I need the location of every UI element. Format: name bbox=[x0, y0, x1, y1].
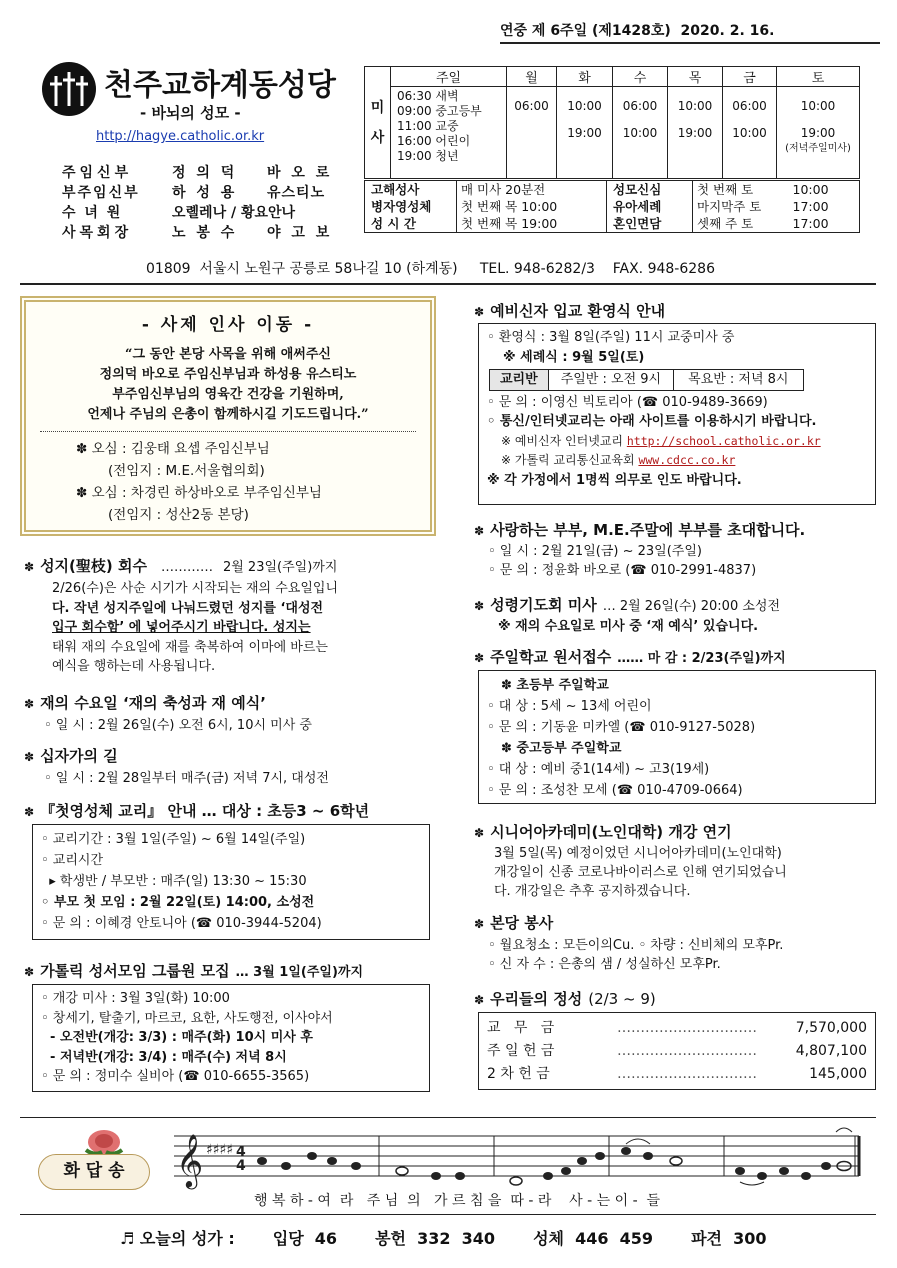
today-songs bbox=[120, 1226, 767, 1249]
catechumen-section: ✽ 예비신자 입교 환영식 안내 bbox=[474, 302, 666, 320]
offering-row: 2 차 헌 금 ………………………… 145,000 bbox=[487, 1066, 867, 1082]
cross-line: ◦ 일 시 : 2월 28일부터 매주(금) 저녁 7시, 대성전 bbox=[44, 771, 329, 786]
offering-period: (2/3 ~ 9) bbox=[588, 990, 656, 1008]
church-url-link[interactable]: http://hagye.catholic.or.kr bbox=[96, 129, 265, 144]
bible-section: ✽ 가톨릭 성서모임 그룹원 모집 … 3월 1일(주일)까지 bbox=[24, 962, 363, 980]
ash-line: ◦ 일 시 : 2월 26일(수) 오전 6시, 10시 미사 중 bbox=[44, 718, 312, 733]
palm-title: 성지(聖枝) 회수 bbox=[40, 557, 147, 575]
song-communion: 성체 446 459 bbox=[533, 1229, 654, 1248]
ash-title: 재의 수요일 ‘재의 축성과 재 예식’ bbox=[40, 694, 266, 712]
senior-title: 시니어아카데미(노인대학) 개강 연기 bbox=[490, 823, 732, 841]
staff-name: 오롈레나 / 황요안나 bbox=[172, 205, 296, 221]
bible-date: … 3월 1일(주일)까지 bbox=[235, 965, 363, 980]
spirit-section: ✽ 성령기도회 미사 … 2월 26일(수) 20:00 소성전 ※ 재의 수요일로 미사 중 ‘재 예식’ 있습니다. bbox=[474, 596, 781, 634]
address-line: 01809 서울시 노원구 공릉로 58나길 10 (하계동) TEL. 948-6282/3 FAX. 948-6286 bbox=[146, 261, 715, 277]
music-staff bbox=[164, 1124, 864, 1192]
svg-text:4: 4 bbox=[236, 1158, 246, 1174]
cross-title: 십자가의 길 bbox=[40, 747, 118, 765]
mass-schedule-table bbox=[364, 66, 860, 179]
staff-role: 수 녀 원 bbox=[62, 205, 123, 221]
staff-saint: 유스티노 bbox=[267, 185, 326, 201]
sunday-times: 06:30 새벽 09:00 중고등부 11:00 교중 16:00 어린이 19:00 청년 bbox=[391, 87, 507, 179]
staff-row bbox=[62, 202, 362, 222]
spirit-title: 성령기도회 미사 bbox=[490, 596, 597, 614]
staff-name: 노 봉 수 bbox=[172, 225, 238, 241]
catechumen-box: ◦ 환영식 : 3월 8일(주일) 11시 교중미사 중 ※ 세례식 : 9월 5일(토) 교리반 주일반 : 오전 9시 목요반 : 저녁 8시 ◦ 문 의 : 이영신 빅토리아 (☎ 010-9489-3669) ◦ 통신/인터넷교리는 아래 사이트를 이용하시기 바랍니다. ※ 예비신자 인터넷교리 http://school.catholic.or.kr ※ 가톨릭 교리통신교육회 www.cdcc.co.kr ※ 각 가정에서 1명씩 의무로 인도 바랍니다. bbox=[478, 323, 876, 505]
mon-times: 06:00 bbox=[507, 87, 557, 179]
me-section: ✽ 사랑하는 부부, M.E.주말에 부부를 초대합니다. ◦ 일 시 : 2월 21일(금) ~ 23일(주일) ◦ 문 의 : 정윤화 바오로 (☎ 010-2991-4837) bbox=[474, 521, 806, 578]
priest-move-box bbox=[20, 296, 436, 536]
first-comm-box: ◦ 교리기간 : 3월 1일(주일) ~ 6월 14일(주일) ◦ 교리시간 ▸ 학생반 / 부모반 : 매주(일) 13:30 ~ 15:30 ◦ 부모 첫 모임 : 2월 22일(토) 14:00, 소성전 ◦ 문 의 : 이혜경 안토니아 (☎ 010-3944-5204) bbox=[32, 824, 430, 940]
fri-times: 06:00 10:00 bbox=[723, 87, 777, 179]
day-header: 목 bbox=[668, 67, 723, 87]
svg-text:𝄞: 𝄞 bbox=[176, 1133, 204, 1187]
service-section: ✽ 본당 봉사 ◦ 월요청소 : 모든이의Cu. ◦ 차량 : 신비체의 모후Pr. ◦ 신 자 수 : 은총의 샘 / 성실하신 모후Pr. bbox=[474, 914, 784, 972]
offering-row: 주 일 헌 금 ………………………… 4,807,100 bbox=[487, 1043, 867, 1059]
staff-row bbox=[62, 182, 362, 202]
offering-section: ✽ 우리들의 정성 (2/3 ~ 9) bbox=[474, 990, 656, 1008]
staff-name: 정 의 덕 bbox=[172, 165, 238, 181]
school-date: …… 마 감 : 2/23(주일)까지 bbox=[617, 651, 786, 666]
priest-move-title: - 사제 인사 이동 - bbox=[141, 315, 315, 335]
school-title: 주일학교 원서접수 bbox=[490, 648, 612, 666]
staff-list bbox=[62, 162, 362, 242]
songs-divider bbox=[20, 1214, 876, 1215]
header-divider bbox=[20, 283, 876, 285]
day-header: 월 bbox=[507, 67, 557, 87]
service-title: 본당 봉사 bbox=[490, 914, 554, 932]
offering-box bbox=[478, 1012, 876, 1090]
spirit-date: … 2월 26일(수) 20:00 소성전 bbox=[602, 599, 781, 614]
issue-line: 연중 제 6주일 (제1428호) 2020. 2. 16. bbox=[500, 20, 880, 44]
church-logo-icon bbox=[42, 62, 96, 116]
staff-row bbox=[62, 222, 362, 242]
staff-role: 부주임신부 bbox=[62, 185, 140, 201]
staff-name: 하 성 용 bbox=[172, 185, 238, 201]
staff-saint: 야 고 보 bbox=[267, 225, 333, 241]
me-title: 사랑하는 부부, M.E.주말에 부부를 초대합니다. bbox=[490, 521, 806, 539]
school-section: ✽ 주일학교 원서접수 …… 마 감 : 2/23(주일)까지 bbox=[474, 648, 786, 666]
staff-row bbox=[62, 162, 362, 182]
school-catholic-link[interactable]: http://school.catholic.or.kr bbox=[626, 433, 821, 448]
senior-section: ✽ 시니어아카데미(노인대학) 개강 연기 3월 5일(목) 예정이었던 시니어아카데미(노인대학) 개강일이 신종 코로나바이러스로 인해 연기되었습니 다. 개강일은 추후 공지하겠습니다. bbox=[474, 823, 787, 899]
bible-title: 가톨릭 성서모임 그룹원 모집 bbox=[40, 962, 230, 980]
staff-saint: 바 오 로 bbox=[267, 165, 333, 181]
sacraments-table: 고해성사 매 미사 20분전 성모신심 첫 번째 토 10:00 병자영성체 첫 번째 목 10:00 유아세례 마지막주 토 17:00 성 시 간 첫 번째 목 19:00 혼인면담 셋째 주 토 17:00 bbox=[364, 180, 860, 233]
day-header: 토 bbox=[777, 67, 860, 87]
staff-role: 사목회장 bbox=[62, 225, 133, 241]
wed-times: 06:00 10:00 bbox=[613, 87, 668, 179]
thu-times: 10:00 19:00 bbox=[668, 87, 723, 179]
first-comm-section: ✽ 『첫영성체 교리』 안내 … 대상 : 초등3 ~ 6학년 bbox=[24, 802, 370, 820]
svg-text:♯♯♯♯: ♯♯♯♯ bbox=[206, 1142, 234, 1158]
school-box: ✽ 초등부 주일학교 ◦ 대 상 : 5세 ~ 13세 어린이 ◦ 문 의 : 기동윤 미카엘 (☎ 010-9127-5028) ✽ 중고등부 주일학교 ◦ 대 상 : 예비 중1(14세) ~ 고3(19세) ◦ 문 의 : 조성찬 모세 (☎ 010-4709-0664) bbox=[478, 670, 876, 804]
mass-label: 미 사 bbox=[365, 67, 391, 179]
hymn-label: 화 답 송 bbox=[38, 1154, 150, 1190]
church-name: 천주교하계동성당 bbox=[104, 68, 336, 103]
day-header: 주일 bbox=[391, 67, 507, 87]
offering-title: 우리들의 정성 bbox=[490, 990, 583, 1008]
church-subtitle: - 바뇌의 성모 - bbox=[140, 104, 241, 122]
day-header: 금 bbox=[723, 67, 777, 87]
first-comm-title: 『첫영성체 교리』 안내 … 대상 : 초등3 ~ 6학년 bbox=[40, 802, 370, 820]
song-entrance: 입당 46 bbox=[272, 1229, 338, 1248]
song-offertory: 봉헌 332 340 bbox=[375, 1229, 496, 1248]
ash-section: ✽ 재의 수요일 ‘재의 축성과 재 예식’ ◦ 일 시 : 2월 26일(수) 오전 6시, 10시 미사 중 bbox=[24, 694, 312, 733]
cdcc-link[interactable]: www.cdcc.co.kr bbox=[638, 453, 736, 467]
offering-row: 교 무 금 ………………………… 7,570,000 bbox=[487, 1020, 867, 1036]
palm-body: 2/26(수)은 사순 시기가 시작되는 재의 수요일입니 다. 작년 성지주일에 나눠드렸던 성지를 ‘대성전 입구 회수함’ 에 넣어주시기 바랍니다. 성지는 태워 재의 수요일에 재를 축복하여 이마에 바르는 예식을 행하는데 사용됩니다. bbox=[52, 581, 339, 674]
hymn-divider bbox=[20, 1117, 876, 1118]
palm-date: 2월 23일(주일)까지 bbox=[222, 560, 338, 575]
palm-section: ✽ 성지(聖枝) 회수 ………… 2월 23일(주일)까지 2/26(수)은 사순 시기가 시작되는 재의 수요일입니 다. 작년 성지주일에 나눠드렸던 성지를 ‘대성전 입구 회수함’ 에 넣어주시기 바랍니다. 성지는 태워 재의 수요일에 재를 축복하여 이마에 바르는 예식을 행하는데 사용됩니다. bbox=[24, 555, 434, 677]
cross-section: ✽ 십자가의 길 ◦ 일 시 : 2월 28일부터 매주(금) 저녁 7시, 대성전 bbox=[24, 747, 329, 786]
song-recessional: 파견 300 bbox=[691, 1229, 767, 1248]
songs-label: ♬ 오늘의 성가 : bbox=[120, 1229, 235, 1248]
tue-times: 10:00 19:00 bbox=[557, 87, 613, 179]
sat-times: 10:00 19:00 (저녁주일미사) bbox=[777, 87, 860, 179]
priest-move-message: “그 동안 본당 사목을 위해 애써주신 정의덕 바오로 주임신부님과 하성용 유스티노 부주임신부님의 영육간 건강을 기원하며, 언제나 주님의 은총이 함께하시길 기도드립니다.” bbox=[87, 347, 369, 422]
hymn-lyrics: 행 복 하 - 여 라 주 님 의 가 르 침 을 따 - 라 사 - 는 이 - 들 bbox=[254, 1193, 661, 1209]
svg-text:4: 4 bbox=[236, 1144, 246, 1160]
catechumen-title: 예비신자 입교 환영식 안내 bbox=[490, 302, 666, 320]
spirit-line: ※ 재의 수요일로 미사 중 ‘재 예식’ 있습니다. bbox=[498, 619, 759, 634]
day-header: 화 bbox=[557, 67, 613, 87]
priest-move-items: ✽ 오심 : 김웅태 요셉 주임신부님 (전임지 : M.E.서울협의회) ✽ 오심 : 차경린 하상바오로 부주임신부님 (전임지 : 성산2동 본당) bbox=[76, 441, 322, 523]
catechumen-class-table: 교리반 주일반 : 오전 9시 목요반 : 저녁 8시 bbox=[489, 369, 804, 391]
bible-box: ◦ 개강 미사 : 3월 3일(화) 10:00 ◦ 창세기, 탈출기, 마르코, 요한, 사도행전, 이사야서 - 오전반(개강: 3/3) : 매주(화) 10시 미사 후 - 저녁반(개강: 3/4) : 매주(수) 저녁 8시 ◦ 문 의 : 정미수 실비아 (☎ 010-6655-3565) bbox=[32, 984, 430, 1092]
day-header: 수 bbox=[613, 67, 668, 87]
staff-role: 주임신부 bbox=[62, 165, 133, 181]
